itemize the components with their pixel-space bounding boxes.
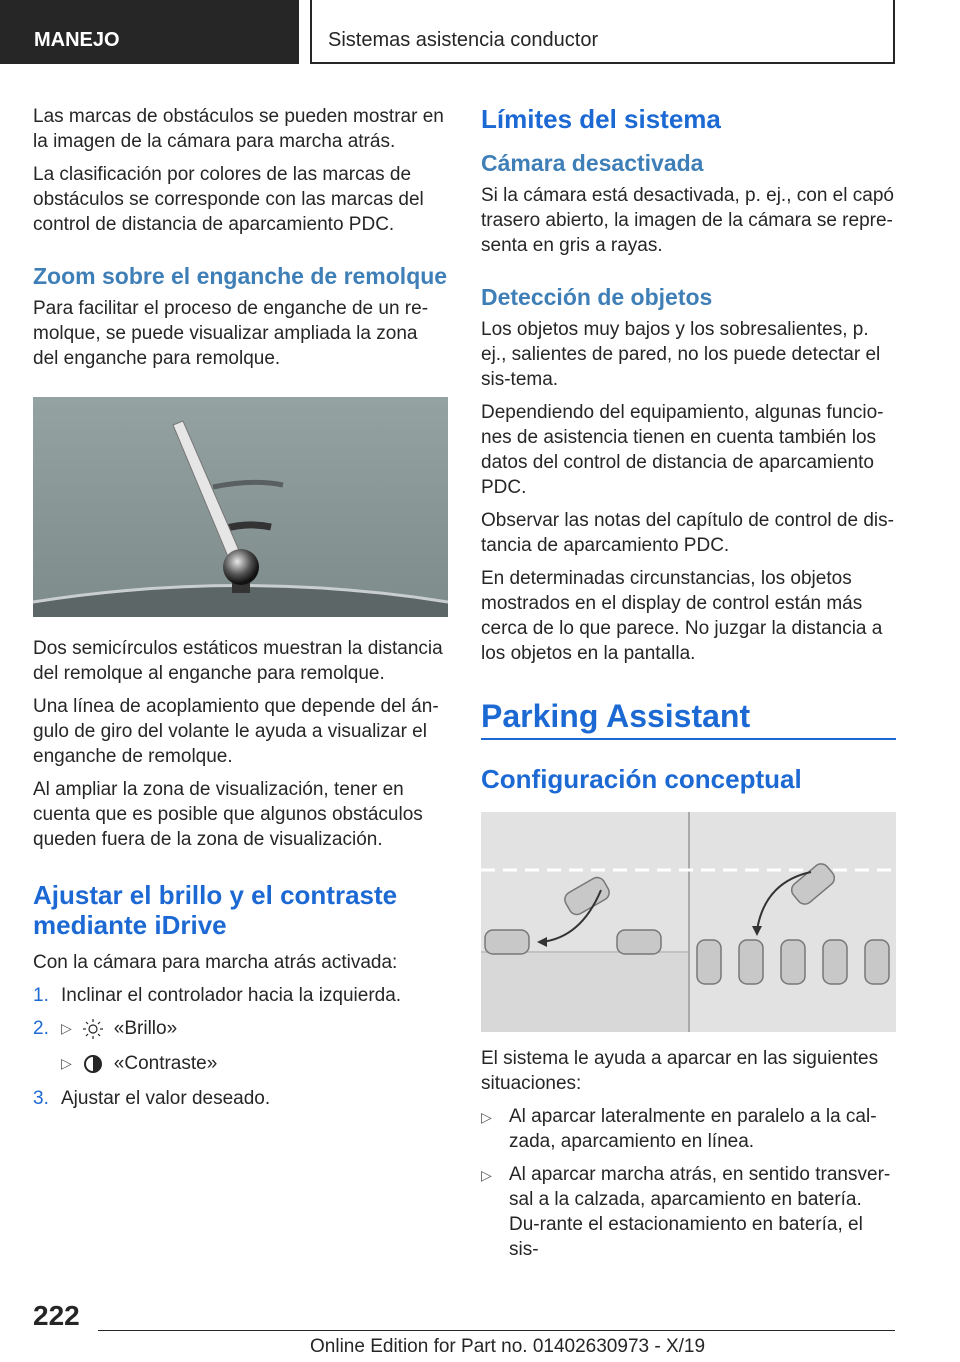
paragraph: El sistema le ayuda a aparcar en las siguientes situaciones:: [481, 1048, 879, 1094]
bullet-text: Al aparcar lateralmente en paralelo a la cal-zada, aparcamiento en línea.: [509, 1106, 877, 1152]
list-item: [481, 1162, 896, 1262]
paragraph: Al ampliar la zona de visualización, tener en cuenta que es posible que algunos obstáculos queden fuera de la zona de visualización.: [33, 779, 423, 850]
brightness-label: «Brillo»: [113, 1018, 178, 1039]
triangle-bullet-icon: ▷: [61, 1055, 72, 1071]
triangle-bullet-icon: ▷: [481, 1109, 492, 1125]
paragraph: Con la cámara para marcha atrás activada:: [33, 952, 398, 973]
paragraph: Una línea de acoplamiento que depende del án-gulo de giro del volante le ayuda a visualizar el enganche de remolque.: [33, 696, 439, 767]
footer-divider: [98, 1330, 895, 1331]
section-tab: [0, 0, 299, 64]
paragraph: Las marcas de obstáculos se pueden mostrar en la imagen de la cámara para marcha atrás.: [33, 106, 444, 152]
subsection-heading: Cámara desactivada: [481, 150, 704, 176]
section-heading: Ajustar el brillo y el contraste mediante iDrive: [33, 880, 398, 940]
left-column: [33, 104, 448, 1119]
section-heading: Límites del sistema: [481, 104, 721, 134]
section-title: MANEJO: [34, 29, 120, 51]
section-heading: Configuración conceptual: [481, 764, 802, 794]
edition-note: Online Edition for Part no. 01402630973 - X/19: [310, 1336, 706, 1357]
step-number: 2.: [33, 1018, 49, 1039]
menu-option-contrast: [61, 1051, 448, 1076]
step-text: Inclinar el controlador hacia la izquierda.: [61, 985, 402, 1006]
triangle-bullet-icon: ▷: [61, 1020, 72, 1036]
step-number: 1.: [33, 985, 49, 1006]
paragraph: Dos semicírculos estáticos muestran la distancia del remolque al enganche para remolque.: [33, 638, 443, 684]
subsection-heading: Detección de objetos: [481, 284, 713, 310]
paragraph: En determinadas circunstancias, los objetos mostrados en el display de control están más cerca de lo que parece. No juzgar la distancia a los objetos en la pantalla.: [481, 568, 883, 664]
step-number: 3.: [33, 1088, 49, 1109]
parking-scenarios-image: [481, 812, 896, 1032]
paragraph: Para facilitar el proceso de enganche de un re-molque, se puede visualizar ampliada la zona del enganche para remolque.: [33, 298, 429, 369]
bullet-list: [481, 1104, 896, 1262]
menu-option-brightness: [61, 1016, 448, 1041]
paragraph: Los objetos muy bajos y los sobresalientes, p. ej., salientes de pared, no los puede detectar el sis-tema.: [481, 319, 881, 390]
triangle-bullet-icon: ▷: [481, 1167, 492, 1183]
contrast-icon: [82, 1053, 104, 1075]
right-column: [481, 104, 896, 1270]
steps-list: [33, 983, 448, 1111]
chapter-title: Sistemas asistencia conductor: [328, 29, 599, 51]
bullet-text: Al aparcar marcha atrás, en sentido transver-sal a la calzada, aparcamiento en batería. Du-rante el estacionamiento en batería, el sis-: [509, 1164, 891, 1260]
section-heading: Zoom sobre el enganche de remolque: [33, 263, 448, 289]
list-item: [33, 1016, 448, 1076]
paragraph: La clasificación por colores de las marcas de obstáculos se corresponde con las marcas del control de distancia de aparcamiento PDC.: [33, 164, 424, 235]
list-item: [33, 1086, 448, 1111]
chapter-heading: Parking Assistant: [481, 696, 896, 740]
brightness-sun-icon: [82, 1018, 104, 1040]
paragraph: Observar las notas del capítulo de control de dis-tancia de aparcamiento PDC.: [481, 510, 894, 556]
paragraph: Si la cámara está desactivada, p. ej., con el capó trasero abierto, la imagen de la cámara se repre-senta en gris a rayas.: [481, 185, 894, 256]
page-number: 222: [33, 1300, 80, 1331]
list-item: [481, 1104, 896, 1154]
contrast-label: «Contraste»: [113, 1053, 218, 1074]
trailer-hitch-zoom-image: [33, 397, 448, 617]
step-text: Ajustar el valor deseado.: [61, 1088, 271, 1109]
list-item: [33, 983, 448, 1008]
paragraph: Dependiendo del equipamiento, algunas funcio-nes de asistencia tienen en cuenta también los datos del control de distancia de aparcamiento PDC.: [481, 402, 884, 498]
chapter-tab: [310, 0, 895, 64]
